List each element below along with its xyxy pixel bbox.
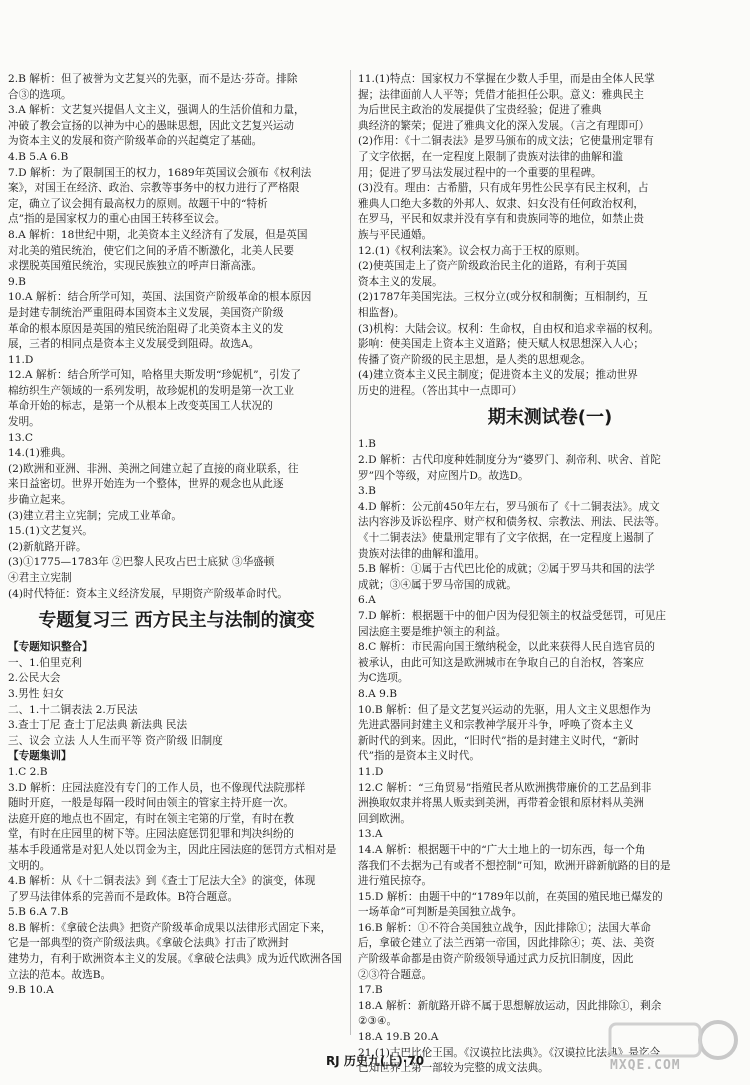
- text-line: 21.(1)古巴比伦王国。《汉谟拉比法典》。《汉谟拉比法典》是迄今: [358, 1046, 660, 1059]
- text-line: 4.B 解析：从《十二铜表法》到《查士丁尼法大全》的演变，体现: [8, 875, 316, 888]
- text-line: 4.D 解析：公元前450年左右，罗马颁布了《十二铜表法》。成文: [358, 500, 660, 513]
- text-line: 10.B 解析：但了是文艺复兴运动的先驱，用人文主义思想作为: [358, 703, 651, 716]
- text-line: 4.B 5.A 6.B: [8, 150, 69, 163]
- text-line: 展，三者的相同点是资本主义发展受到阻碍。故选A。: [8, 338, 260, 351]
- right-answer-list: [358, 72, 742, 399]
- text-line: 落我们不去据为己有或者不想控制”可知，欧洲开辟新航路的目的是: [358, 859, 671, 872]
- text-line: ④君主立宪制: [8, 572, 72, 584]
- text-line: 1.C 2.B: [8, 765, 48, 778]
- text-line: 11.D: [358, 765, 384, 778]
- text-line: 点”指的是国家权力的重心由国王转移至议会。: [8, 213, 226, 226]
- text-line: 13.A: [358, 828, 383, 841]
- text-line: 文明的。: [8, 859, 51, 872]
- text-line: 3.B: [358, 485, 376, 498]
- section-title: 专题复习三 西方民主与法制的演变: [38, 610, 315, 632]
- text-line: 12.A 解析：结合所学可知，哈格里夫斯发明“珍妮机”，引发了: [8, 369, 301, 382]
- text-line: 对北美的殖民统治，使它们之间的矛盾不断激化，北美人民要: [8, 244, 295, 257]
- text-line: 6.A: [358, 594, 376, 607]
- text-line: 11.(1)特点：国家权力不掌握在少数人手里，而是由全体人民掌: [358, 73, 655, 85]
- text-line: 为C选项。: [358, 672, 409, 685]
- watermark-text: MXQE.COM: [610, 1058, 681, 1073]
- left-answer-list: [8, 72, 345, 602]
- text-line: 【专题集训】: [8, 750, 72, 763]
- text-line: 3.男性 妇女: [8, 687, 64, 700]
- text-line: 典经济的繁荣；促进了雅典文化的深入发展。（言之有理即可）: [358, 119, 650, 132]
- text-line: (3)建立君主立宪制；完成工业革命。: [8, 509, 182, 522]
- text-line: 8.C 解析：市民需向国王缴纳税金，以此来获得人民自选官员的: [358, 641, 656, 654]
- text-line: 洲换取奴隶并将黑人贩卖到美洲，再带着金银和原材料从美洲: [358, 797, 645, 810]
- text-line: 二、1.十二铜表法 2.万民法: [8, 703, 138, 716]
- text-line: 2.公民大会: [8, 672, 61, 685]
- text-line: 13.C: [8, 431, 33, 444]
- text-line: 3.查士丁尼 查士丁尼法典 新法典 民法: [8, 719, 188, 732]
- text-line: 17.B: [358, 984, 383, 997]
- text-line: 被承认，由此可知这是欧洲城市在争取自己的自治权，答案应: [358, 656, 645, 669]
- text-line: 新时代的到来。因此，“旧时代”指的是封建主义时代，“新时: [358, 734, 640, 747]
- text-line: (2)欧洲和亚洲、非洲、美洲之间建立起了直接的商业联系，往: [8, 462, 299, 475]
- text-line: 回到欧洲。: [358, 812, 411, 825]
- text-line: 来日益密切。世界开始连为一个整体，世界的观念也从此逐: [8, 478, 284, 491]
- text-line: 15.D 解析：由题干中的“1789年以前，在英国的殖民地已爆发的: [358, 890, 663, 903]
- exam-title: 期末测试卷(一): [487, 407, 613, 429]
- column-divider: [350, 70, 351, 1035]
- text-line: 求摆脱英国殖民统治，实现民族独立的呼声日渐高涨。: [8, 260, 263, 273]
- text-line: 12.C 解析：“三角贸易”指殖民者从欧洲携带廉价的工艺品到非: [358, 781, 652, 794]
- text-line: ②③符合题意。: [358, 968, 433, 981]
- text-line: 相监督)。: [358, 306, 405, 319]
- text-line: 了文字依据，在一定程度上限制了贵族对法律的曲解和滥: [358, 150, 623, 163]
- text-line: 18.A 19.B 20.A: [358, 1031, 439, 1044]
- text-line: 棉纺织生产领域的一系列发明，故珍妮机的发明是第一次工业: [8, 384, 295, 397]
- text-line: 了罗马法律体系的完善而不是政体。B符合题意。: [8, 890, 239, 903]
- text-line: 10.A 解析：结合所学可知，英国、法国资产阶级革命的根本原因: [8, 291, 312, 304]
- text-line: (4)时代特征：资本主义经济发展，早期资产阶级革命时代。: [8, 587, 288, 600]
- text-line: 先进武器同封建主义和宗教神学展开斗争，呼唤了资本主义: [358, 719, 634, 732]
- text-line: 12.(1)《权利法案》。议会权力高于王权的原则。: [358, 244, 586, 257]
- text-line: 已知世界上第一部较为完整的成文法典。: [358, 1062, 549, 1075]
- text-line: 在罗马，平民和奴隶并没有享有和贵族同等的地位，如禁止贵: [358, 213, 645, 226]
- text-line: 成就；③④属于罗马帝国的成就。: [358, 578, 517, 591]
- text-line: 用；促进了罗马法发展过程中的一个重要的里程碑。: [358, 166, 602, 179]
- text-line: 《十二铜表法》使量刑定罪有了文字依据，在一定程度上遏制了: [358, 532, 655, 545]
- text-line: (3)机构：大陆会议。权利：生命权，自由权和追求幸福的权利。: [358, 322, 660, 335]
- text-line: 为后世民主政治的发展提供了宝贵经验；促进了雅典: [358, 104, 602, 117]
- text-line: 11.D: [8, 353, 34, 366]
- left-section-list: [8, 640, 345, 999]
- text-line: 发明。: [8, 416, 40, 429]
- right-exam-list: [358, 437, 742, 1076]
- text-line: 资本主义的发展。: [358, 275, 443, 288]
- text-line: 法内容涉及诉讼程序、财产权和债务权、宗教法、刑法、民法等。: [358, 516, 666, 529]
- text-line: 5.B 6.A 7.B: [8, 906, 69, 919]
- text-line: 7.D 解析：为了限制国王的权力，1689年英国议会颁布《权利法: [8, 166, 312, 179]
- text-line: 2.D 解析：古代印度种姓制度分为“婆罗门、刹帝利、吠舍、首陀: [358, 454, 661, 467]
- text-line: (3)没有。理由：古希腊，只有成年男性公民享有民主权利，占: [358, 182, 649, 195]
- text-line: 为资本主义的发展和资产阶级革命的兴起奠定了基础。: [8, 135, 263, 148]
- page-footer: RJ 历史九(上)·70: [325, 1054, 425, 1068]
- text-line: 16.B 解析：①不符合美国独立战争，因此排除①；法国大革命: [358, 921, 651, 934]
- text-line: 进行殖民掠夺。: [358, 875, 433, 888]
- text-line: 3.A 解析：文艺复兴提倡人文主义，强调人的生活价值和力量，: [8, 104, 305, 117]
- text-line: 1.B: [358, 438, 376, 451]
- text-line: ②③④。: [358, 1015, 398, 1028]
- text-line: 5.B 解析：①属于古代巴比伦的成就；②属于罗马共和国的法学: [358, 563, 655, 576]
- text-line: 8.A 解析：18世纪中期，北美资本主义经济有了发展，但是英国: [8, 228, 308, 241]
- text-line: (2)使英国走上了资产阶级政治民主化的道路，有利于英国: [358, 260, 628, 273]
- left-column: [8, 72, 345, 999]
- text-line: 产阶级革命都是由资产阶级领导通过武力反抗旧制度，因此: [358, 953, 634, 966]
- text-line: 后，拿破仑建立了法兰西第一帝国，因此排除④；英、法、美资: [358, 937, 655, 950]
- text-line: 3.D 解析：庄园法庭没有专门的工作人员，也不像现代法院那样: [8, 781, 306, 794]
- text-line: 法庭开庭的地点也不固定，有时在领主宅第的厅堂，有时在教: [8, 812, 295, 825]
- text-line: 园法庭主要是维护领主的利益。: [358, 625, 507, 638]
- text-line: 基本手段通常是对犯人处以罚金为主，因此庄园法庭的惩罚方式相对是: [8, 843, 337, 856]
- text-line: 历史的进程。（答出其中一点即可）: [358, 384, 523, 397]
- text-line: 影响：使美国走上资本主义道路；使天赋人权思想深入人心；: [358, 338, 645, 351]
- text-line: 雅典人口绝大多数的外邦人、奴隶、妇女没有任何政治权利，: [358, 197, 645, 210]
- text-line: 立法的范本。故选B。: [8, 968, 112, 981]
- text-line: 堂，有时在庄园里的树下等。庄园法庭惩罚犯罪和判决纠纷的: [8, 828, 295, 841]
- text-line: 7.D 解析：根据题干中的佃户因为侵犯领主的权益受惩罚，可见庄: [358, 610, 666, 622]
- text-line: 是封建专制统治严重阻碍本国资本主义发展，美国资产阶级: [8, 306, 284, 319]
- text-line: 随时开庭，一般是每隔一段时间由领主的管家主持开庭一次。: [8, 797, 295, 810]
- text-line: 9.B 10.A: [8, 984, 54, 997]
- text-line: 15.(1)文艺复兴。: [8, 525, 93, 538]
- text-line: 革命的根本原因是英国的殖民统治阻碍了北美资本主义的发: [8, 322, 284, 335]
- text-line: 贵族对法律的曲解和滥用。: [358, 547, 486, 560]
- text-line: 18.A 解析：新航路开辟不属于思想解放运动，因此排除①，剩余: [358, 999, 662, 1012]
- text-line: (2)作用：《十二铜表法》是罗马颁布的成文法；它使量刑定罪有: [358, 135, 654, 148]
- text-line: 一、1.伯里克利: [8, 656, 82, 669]
- text-line: 建势力，有利于欧洲资本主义的发展。《拿破仑法典》成为近代欧洲各国: [8, 953, 342, 966]
- text-line: 革命开始的标志，是第一个从根本上改变英国工人状况的: [8, 400, 273, 413]
- text-line: 【专题知识整合】: [8, 641, 93, 654]
- text-line: 14.(1)雅典。: [8, 447, 72, 460]
- text-line: 8.A 9.B: [358, 687, 398, 700]
- text-line: 一场革命”可判断是美国独立战争。: [358, 906, 523, 919]
- text-line: 罗”四个等级，对应图片D。故选D。: [358, 469, 529, 482]
- text-line: 握；法律面前人人平等；凭借才能担任公职。意义：雅典民主: [358, 88, 645, 101]
- text-line: 它是一部典型的资产阶级法典。《拿破仑法典》打击了欧洲封: [8, 937, 289, 950]
- text-line: 冲破了教会宣扬的以神为中心的愚昧思想，因此文艺复兴运动: [8, 119, 295, 132]
- text-line: 三、议会 立法 人人生而平等 资产阶级 旧制度: [8, 734, 223, 747]
- right-column: [358, 72, 742, 1077]
- text-line: 定，确立了议会拥有最高权力的原则。故题干中的“特析: [8, 197, 268, 210]
- text-line: 2.B 解析：但了被誉为文艺复兴的先驱，而不是达·芬奇。排除: [8, 73, 298, 85]
- text-line: 族与平民通婚。: [358, 228, 433, 241]
- text-line: 案》，对国王在经济、政治、宗教等事务中的权力进行了严格限: [8, 182, 300, 195]
- text-line: 传播了资产阶级的民主思想，是人类的思想观念。: [358, 353, 592, 366]
- text-line: 9.B: [8, 275, 26, 288]
- text-line: (2)新航路开辟。: [8, 540, 87, 553]
- text-line: 步确立起来。: [8, 494, 72, 507]
- text-line: 14.A 解析：根据题干中的“广大土地上的一切东西，每一个角: [358, 843, 646, 856]
- text-line: (3)①1775—1783年 ②巴黎人民攻占巴士底狱 ③华盛顿: [8, 556, 275, 569]
- text-line: (2)1787年美国宪法。三权分立(或分权和制衡；互相制约，互: [358, 291, 648, 304]
- text-line: 合③的选项。: [8, 88, 72, 101]
- text-line: (4)建立资本主义民主制度；促进资本主义的发展；推动世界: [358, 369, 638, 382]
- text-line: 8.B 解析：《拿破仑法典》把资产阶级革命成果以法律形式固定下来，: [8, 921, 332, 934]
- text-line: 代”指的是资本主义时代。: [358, 750, 480, 763]
